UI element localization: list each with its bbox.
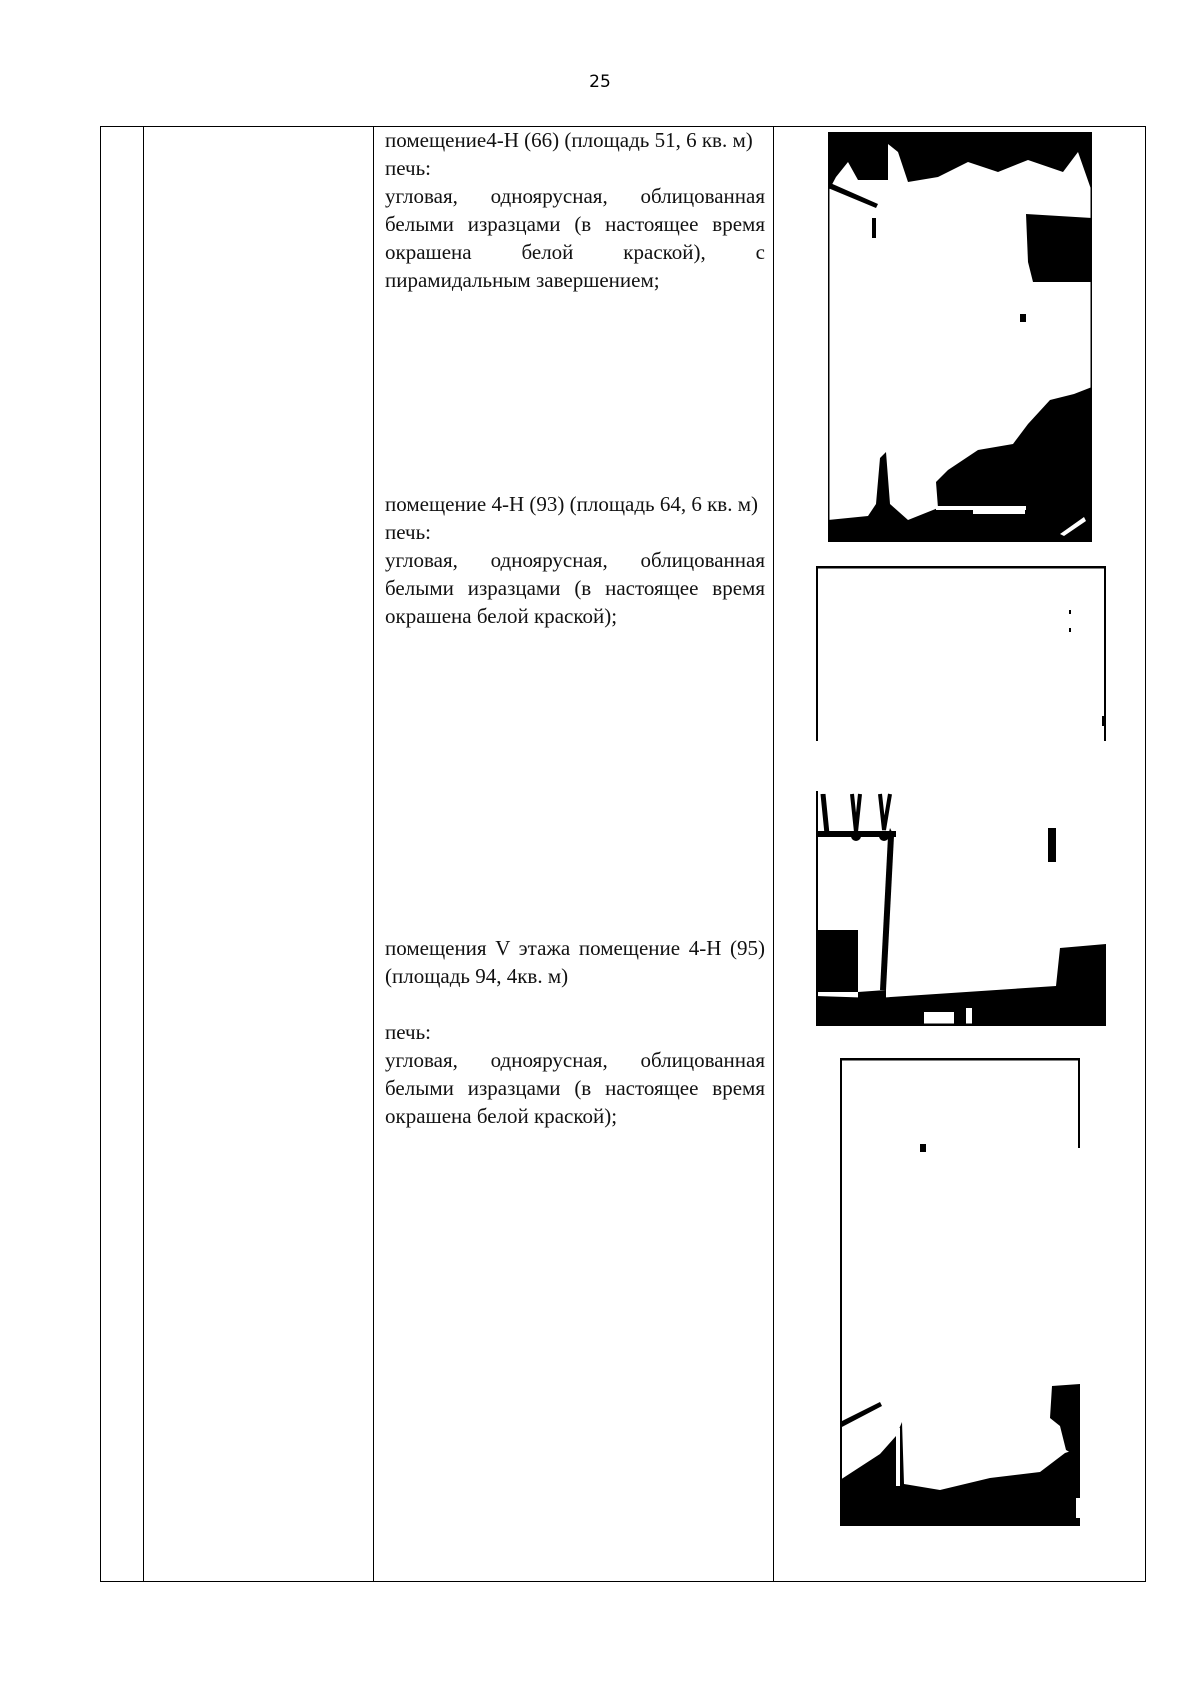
column-divider-2 xyxy=(373,127,374,1581)
column-divider-3 xyxy=(773,127,774,1581)
stove-description: угловая, одноярусная, облицованная белыми изразцами (в настоящее время окрашена белой краской); xyxy=(385,1048,765,1128)
column-divider-1 xyxy=(143,127,144,1581)
table-row-entry-2 xyxy=(385,490,765,630)
table-row-entry-3 xyxy=(385,934,765,1130)
page-number: 25 xyxy=(589,72,611,92)
stove-photo-1 xyxy=(828,132,1092,542)
room-title: помещение 4-Н (93) (площадь 64, 6 кв. м) xyxy=(385,492,758,516)
stove-label: печь: xyxy=(385,156,432,180)
stove-label: печь: xyxy=(385,520,432,544)
table-row-entry-1 xyxy=(385,126,765,294)
stove-description: угловая, одноярусная, облицованная белыми изразцами (в настоящее время окрашена белой краской); xyxy=(385,548,765,628)
room-title: помещение4-Н (66) (площадь 51, 6 кв. м) xyxy=(385,128,753,152)
stove-description: угловая, одноярусная, облицованная белыми изразцами (в настоящее время окрашена белой краской), с пирамидальным завершением; xyxy=(385,184,765,292)
stove-label: печь: xyxy=(385,1020,432,1044)
stove-photo-2 xyxy=(816,566,1106,1026)
room-title: помещения V этажа помещение 4-Н (95) (площадь 94, 4кв. м) xyxy=(385,936,765,988)
stove-photo-3 xyxy=(840,1058,1080,1526)
